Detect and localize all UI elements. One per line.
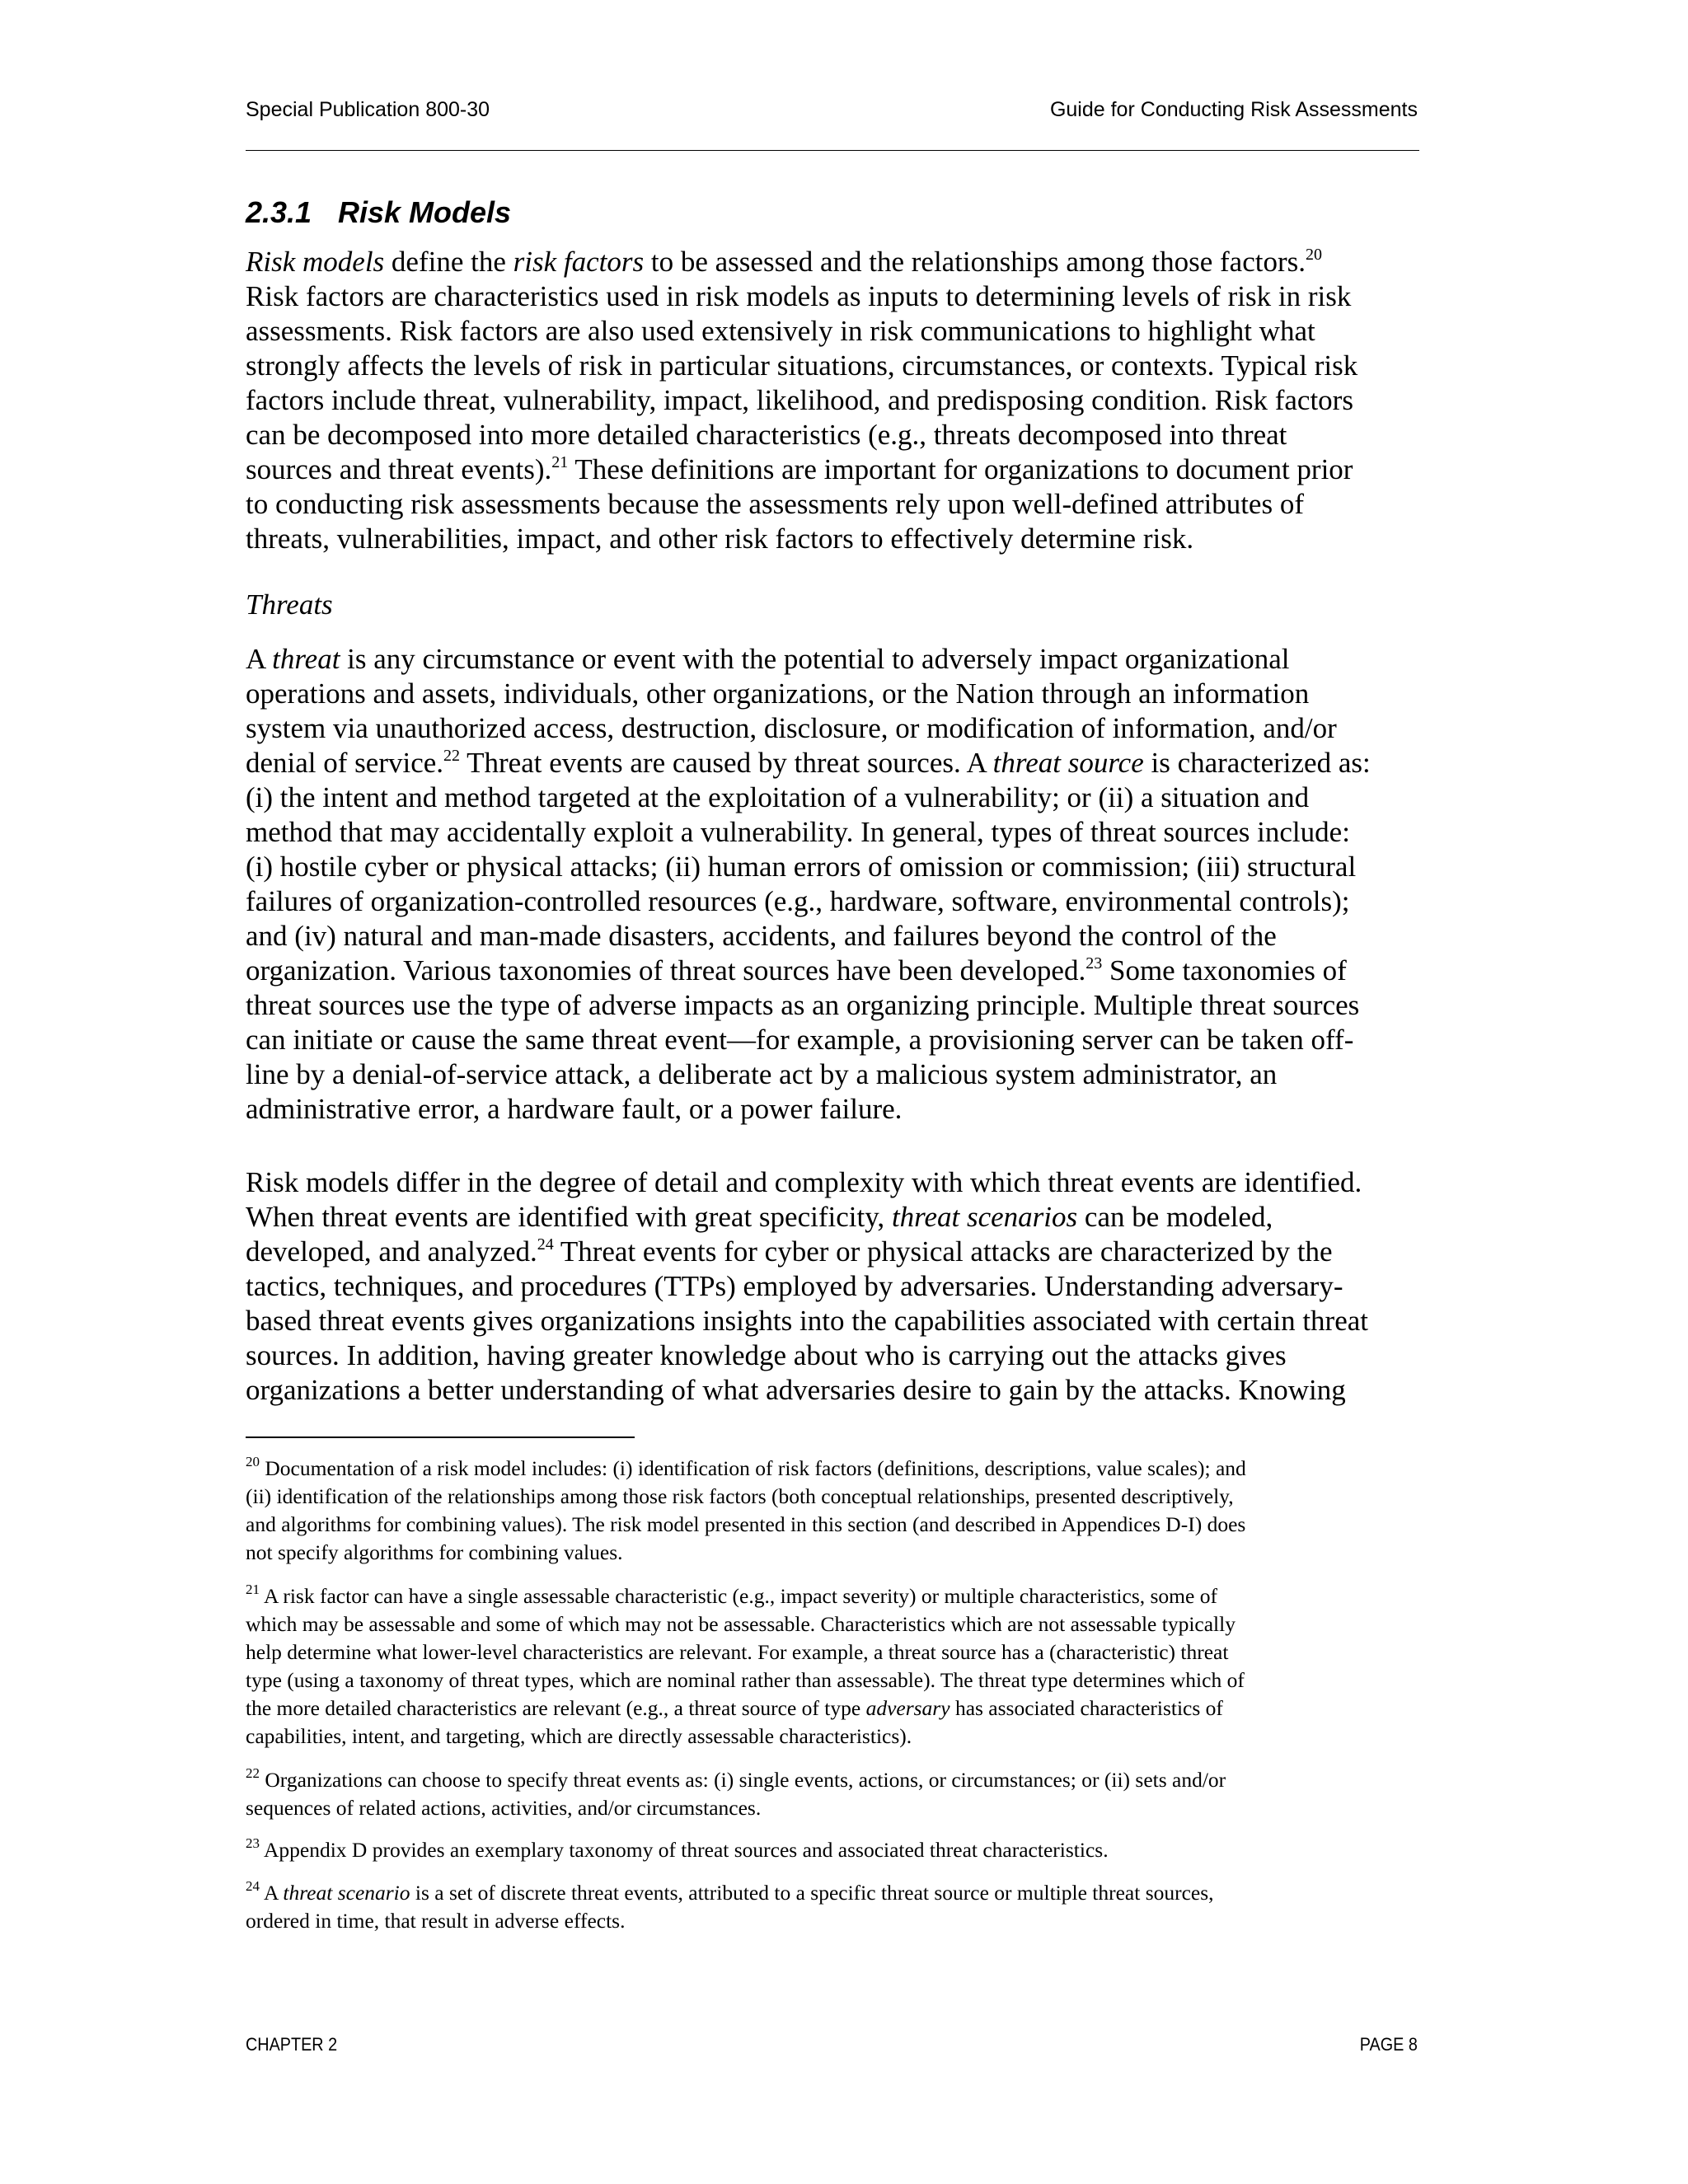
term-risk-models: Risk models [246, 246, 385, 278]
text-line: (i) hostile cyber or physical attacks; (ii) human errors of omission or commission; (iii) structural [246, 851, 1357, 883]
term-threat-source: threat source [992, 747, 1144, 779]
text-line [246, 1200, 1419, 1235]
text-line: can initiate or cause the same threat event—for example, a provisioning server can be taken off- [246, 1024, 1354, 1056]
text-line: capabilities, intent, and targeting, which are directly assessable characteristics). [246, 1724, 912, 1748]
text-line [246, 1879, 1419, 1907]
text-run: When threat events are identified with great specificity, [246, 1201, 892, 1233]
footnote-number: 22 [246, 1765, 260, 1781]
text-line: sources. In addition, having greater knowledge about who is carrying out the attacks gives [246, 1339, 1287, 1371]
footnote-separator [246, 1436, 635, 1438]
text-line: administrative error, a hardware fault, or a power failure. [246, 1093, 903, 1125]
text-line [246, 1455, 1419, 1483]
footnote-number: 23 [246, 1835, 260, 1851]
footer-page-number: PAGE 8 [1359, 2034, 1418, 2055]
text-run: denial of service. [246, 747, 444, 779]
text-line: failures of organization-controlled resources (e.g., hardware, software, environmental controls); [246, 885, 1350, 917]
text-run: define the [384, 246, 513, 278]
text-run: A [260, 1881, 284, 1905]
text-line: help determine what lower-level characteristics are relevant. For example, a threat source has a (characteristic) threat [246, 1640, 1229, 1664]
text-run: is a set of discrete threat events, attributed to a specific threat source or multiple threat sources, [410, 1881, 1214, 1905]
footnote-21 [246, 1582, 1419, 1750]
term-threat-scenarios: threat scenarios [891, 1201, 1078, 1233]
running-header-left: Special Publication 800-30 [246, 98, 490, 121]
text-line: to conducting risk assessments because the assessments rely upon well-defined attributes of [246, 488, 1304, 520]
term-threat-scenario: threat scenario [283, 1881, 410, 1905]
text-run: These definitions are important for organizations to document prior [568, 453, 1353, 485]
text-line: Risk models differ in the degree of detail and complexity with which threat events are identified. [246, 1166, 1362, 1198]
text-line [246, 1582, 1419, 1610]
text-run: Threat events are caused by threat sources. A [460, 747, 993, 779]
text-run: Appendix D provides an exemplary taxonomy of threat sources and associated threat characteristics. [260, 1838, 1109, 1862]
text-line: threats, vulnerabilities, impact, and other risk factors to effectively determine risk. [246, 523, 1194, 555]
footnote-24 [246, 1879, 1419, 1935]
footnote-ref-22[interactable]: 22 [443, 747, 461, 765]
text-run: Organizations can choose to specify threat events as: (i) single events, actions, or circumstances; or (ii) sets and/or [260, 1768, 1226, 1792]
term-adversary: adversary [865, 1696, 950, 1720]
text-line [246, 1836, 1419, 1864]
text-line: operations and assets, individuals, other organizations, or the Nation through an information [246, 677, 1310, 710]
section-number: 2.3.1 [246, 195, 312, 229]
footnote-number: 20 [246, 1454, 260, 1469]
footer-chapter: CHAPTER 2 [246, 2034, 338, 2055]
text-run: sources and threat events). [246, 453, 552, 485]
term-threat: threat [272, 643, 340, 675]
text-line [246, 1694, 1419, 1722]
text-run: organization. Various taxonomies of threat sources have been developed. [246, 954, 1086, 987]
text-run: is characterized as: [1143, 747, 1371, 779]
text-line [246, 452, 1419, 487]
text-line: assessments. Risk factors are also used extensively in risk communications to highlight what [246, 315, 1315, 347]
text-line: and (iv) natural and man-made disasters, accidents, and failures beyond the control of the [246, 920, 1277, 952]
text-line: type (using a taxonomy of threat types, which are nominal rather than assessable). The threat type determines which of [246, 1668, 1245, 1692]
text-line [246, 1235, 1419, 1269]
text-line: can be decomposed into more detailed characteristics (e.g., threats decomposed into threat [246, 419, 1287, 451]
footnote-20 [246, 1455, 1419, 1567]
text-line: (i) the intent and method targeted at the exploitation of a vulnerability; or (ii) a situation and [246, 781, 1310, 813]
text-line: sequences of related actions, activities, and/or circumstances. [246, 1796, 762, 1820]
text-run: A [246, 643, 273, 675]
section-heading [246, 194, 511, 231]
text-line: which may be assessable and some of which may not be assessable. Characteristics which are not assessable typically [246, 1612, 1236, 1636]
paragraph-threats [246, 642, 1419, 1127]
text-line: based threat events gives organizations insights into the capabilities associated with certain threat [246, 1305, 1369, 1337]
text-line: strongly affects the levels of risk in particular situations, circumstances, or contexts. Typical risk [246, 349, 1358, 382]
footnote-ref-24[interactable]: 24 [537, 1235, 554, 1254]
text-run: can be modeled, [1077, 1201, 1273, 1233]
text-line: (ii) identification of the relationships among those risk factors (both conceptual relationships, presented descriptively, [246, 1484, 1234, 1508]
footnote-ref-23[interactable]: 23 [1085, 954, 1103, 972]
term-risk-factors: risk factors [513, 246, 645, 278]
paragraph-risk-model-detail [246, 1165, 1419, 1408]
footnote-number: 21 [246, 1582, 260, 1597]
footnote-ref-21[interactable]: 21 [551, 453, 569, 471]
text-line: organizations a better understanding of what adversaries desire to gain by the attacks. Knowing [246, 1374, 1346, 1406]
text-line: and algorithms for combining values). The risk model presented in this section (and described in Appendices D-I) does [246, 1512, 1246, 1536]
text-run: Documentation of a risk model includes: (i) identification of risk factors (definitions, descriptions, value scales); and [260, 1456, 1246, 1480]
footnote-ref-20[interactable]: 20 [1306, 246, 1322, 264]
text-line: ordered in time, that result in adverse effects. [246, 1909, 626, 1933]
text-line [246, 1766, 1419, 1794]
text-run: to be assessed and the relationships among those factors. [644, 246, 1306, 278]
text-run: Some taxonomies of [1102, 954, 1347, 987]
text-line: not specify algorithms for combining values. [246, 1540, 623, 1564]
text-line [246, 746, 1419, 780]
text-line [246, 954, 1419, 988]
text-line [246, 642, 1419, 677]
text-line: method that may accidentally exploit a vulnerability. In general, types of threat sources include: [246, 816, 1350, 848]
text-line: threat sources use the type of adverse impacts as an organizing principle. Multiple threat sources [246, 989, 1360, 1021]
running-header-right: Guide for Conducting Risk Assessments [1049, 98, 1418, 121]
paragraph-risk-models [246, 245, 1419, 556]
footnote-22 [246, 1766, 1419, 1822]
section-title: Risk Models [338, 195, 512, 229]
text-run: A risk factor can have a single assessable characteristic (e.g., impact severity) or multiple characteristics, some of [260, 1584, 1217, 1608]
text-line: factors include threat, vulnerability, impact, likelihood, and predisposing condition. Risk factors [246, 384, 1353, 416]
text-run: the more detailed characteristics are relevant (e.g., a threat source of type [246, 1696, 866, 1720]
header-divider [246, 150, 1419, 151]
threats-subheading: Threats [246, 588, 333, 621]
text-line: tactics, techniques, and procedures (TTPs) employed by adversaries. Understanding adversary- [246, 1270, 1343, 1302]
text-line [246, 245, 1419, 279]
footnote-number: 24 [246, 1878, 260, 1894]
text-run: Threat events for cyber or physical attacks are characterized by the [553, 1235, 1333, 1268]
text-line: system via unauthorized access, destruction, disclosure, or modification of information, and/or [246, 712, 1337, 744]
text-run: developed, and analyzed. [246, 1235, 537, 1268]
footnote-23 [246, 1836, 1419, 1864]
text-run: is any circumstance or event with the potential to adversely impact organizational [340, 643, 1290, 675]
text-run: has associated characteristics of [950, 1696, 1223, 1720]
text-line: line by a denial-of-service attack, a deliberate act by a malicious system administrator, an [246, 1058, 1278, 1090]
text-line: Risk factors are characteristics used in risk models as inputs to determining levels of risk in risk [246, 280, 1352, 312]
